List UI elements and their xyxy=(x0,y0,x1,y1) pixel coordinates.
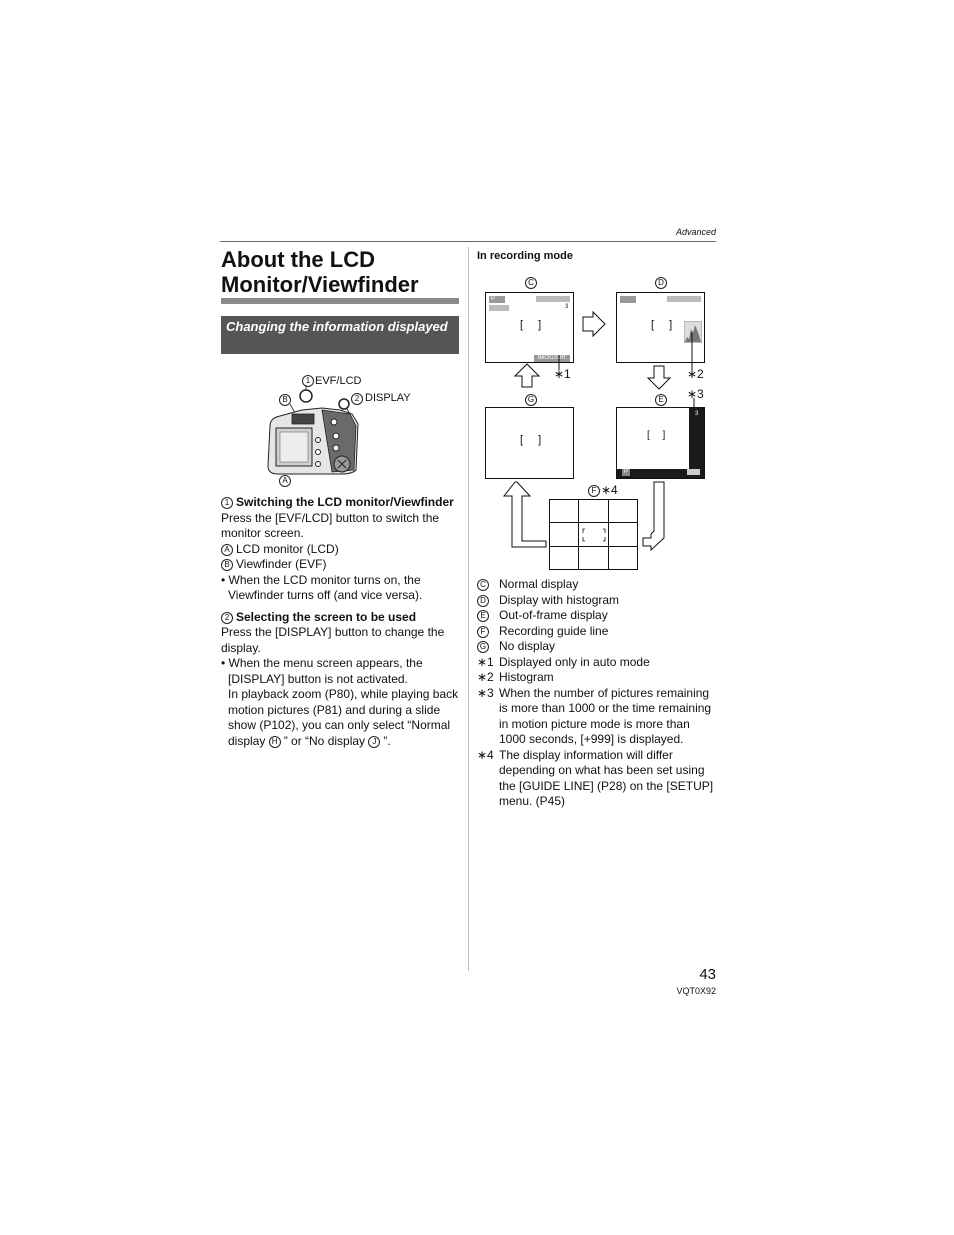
note-4-marker: ∗4 xyxy=(601,483,618,497)
note-1-marker: ∗1 xyxy=(554,367,571,381)
screen-c-backlight: BACKLIGHT xyxy=(534,355,570,362)
screen-d-focus: [ ] xyxy=(651,319,679,331)
camera-illustration xyxy=(262,370,462,490)
screen-c-mode-badge: P xyxy=(489,296,505,303)
note-1: ∗1 Displayed only in auto mode xyxy=(477,654,650,669)
diagram-label-d: D xyxy=(655,277,667,289)
legend-item-f: F Recording guide line xyxy=(477,624,717,640)
label-evf-lcd: EVF/LCD xyxy=(315,375,362,387)
camera-figure xyxy=(262,370,462,490)
diagram-label-g: G xyxy=(525,394,537,406)
document-code: VQT0X92 xyxy=(676,986,716,996)
diagram-label-e: E xyxy=(655,394,667,406)
page-title: About the LCD Monitor/Viewfinder xyxy=(221,247,419,297)
header-rule xyxy=(220,241,716,242)
subheading: Changing the information displayed xyxy=(221,316,459,354)
diagram-label-f: F xyxy=(588,485,600,497)
page-number: 43 xyxy=(699,966,716,983)
column-divider xyxy=(468,247,469,971)
note-2-marker: ∗2 xyxy=(687,367,704,381)
legend-item-e: E Out-of-frame display xyxy=(477,608,717,624)
note-3-marker: ∗3 xyxy=(687,387,704,401)
step1-heading: Switching the LCD monitor/Viewfinder xyxy=(236,495,454,509)
left-column-text xyxy=(221,495,463,749)
step1-number: 1 xyxy=(221,497,233,509)
diagram-arrows xyxy=(477,270,717,570)
screen-c-focus: [ ] xyxy=(520,319,548,331)
section-tag: Advanced xyxy=(675,227,716,237)
bullet-2b: In playback zoom (P80), while playing back motion pictures (P81) and during a slide show (P102), you can only select “Normal display H ” or “No display J ”. xyxy=(228,687,459,748)
recording-mode-heading: In recording mode xyxy=(477,250,573,262)
note-2: ∗2 Histogram xyxy=(477,670,554,684)
label-num-2: 2 xyxy=(351,393,363,405)
label-letter-a: A xyxy=(279,475,291,487)
label-num-1: 1 xyxy=(302,375,314,387)
legend-list xyxy=(477,577,717,810)
note-3: ∗3 When the number of pictures remaining is more than 1000 or the time remaining in motion picture mode is more than 1000 seconds, [+999] is displayed. xyxy=(477,685,712,746)
legend-item-g: G No display xyxy=(477,639,717,655)
step2-body: Press the [DISPLAY] button to change the display. xyxy=(221,625,445,655)
step2-heading: Selecting the screen to be used xyxy=(236,609,417,624)
legend-item-c: C Normal display xyxy=(477,577,717,593)
label-letter-b: B xyxy=(279,394,291,406)
screen-e-count: 3 xyxy=(695,411,699,417)
legend-item-d: D Display with histogram xyxy=(477,593,717,609)
screen-g-focus: [ ] xyxy=(520,434,548,446)
item-a: A LCD monitor (LCD) xyxy=(221,542,463,558)
note-4: ∗4 The display information will differ depending on what has been set using the [GUIDE LINE] (P28) on the [SETUP] menu. (P45) xyxy=(477,747,714,808)
diagram-label-c: C xyxy=(525,277,537,289)
display-mode-diagram xyxy=(477,270,717,570)
step1-body: Press the [EVF/LCD] button to switch the monitor screen. xyxy=(221,510,440,540)
item-b: B Viewfinder (EVF) xyxy=(221,557,463,573)
screen-e-mode: P xyxy=(623,469,628,475)
bullet-1: • When the LCD monitor turns on, the Viewfinder turns off (and vice versa). xyxy=(221,572,423,602)
screen-c-size-badge: 3 xyxy=(565,304,569,310)
step2-number: 2 xyxy=(221,612,233,624)
title-underline xyxy=(221,298,459,304)
bullet-2a: • When the menu screen appears, the [DISPLAY] button is not activated. xyxy=(221,656,423,686)
label-display: DISPLAY xyxy=(365,392,411,404)
screen-e-focus: [ ] xyxy=(647,430,671,441)
